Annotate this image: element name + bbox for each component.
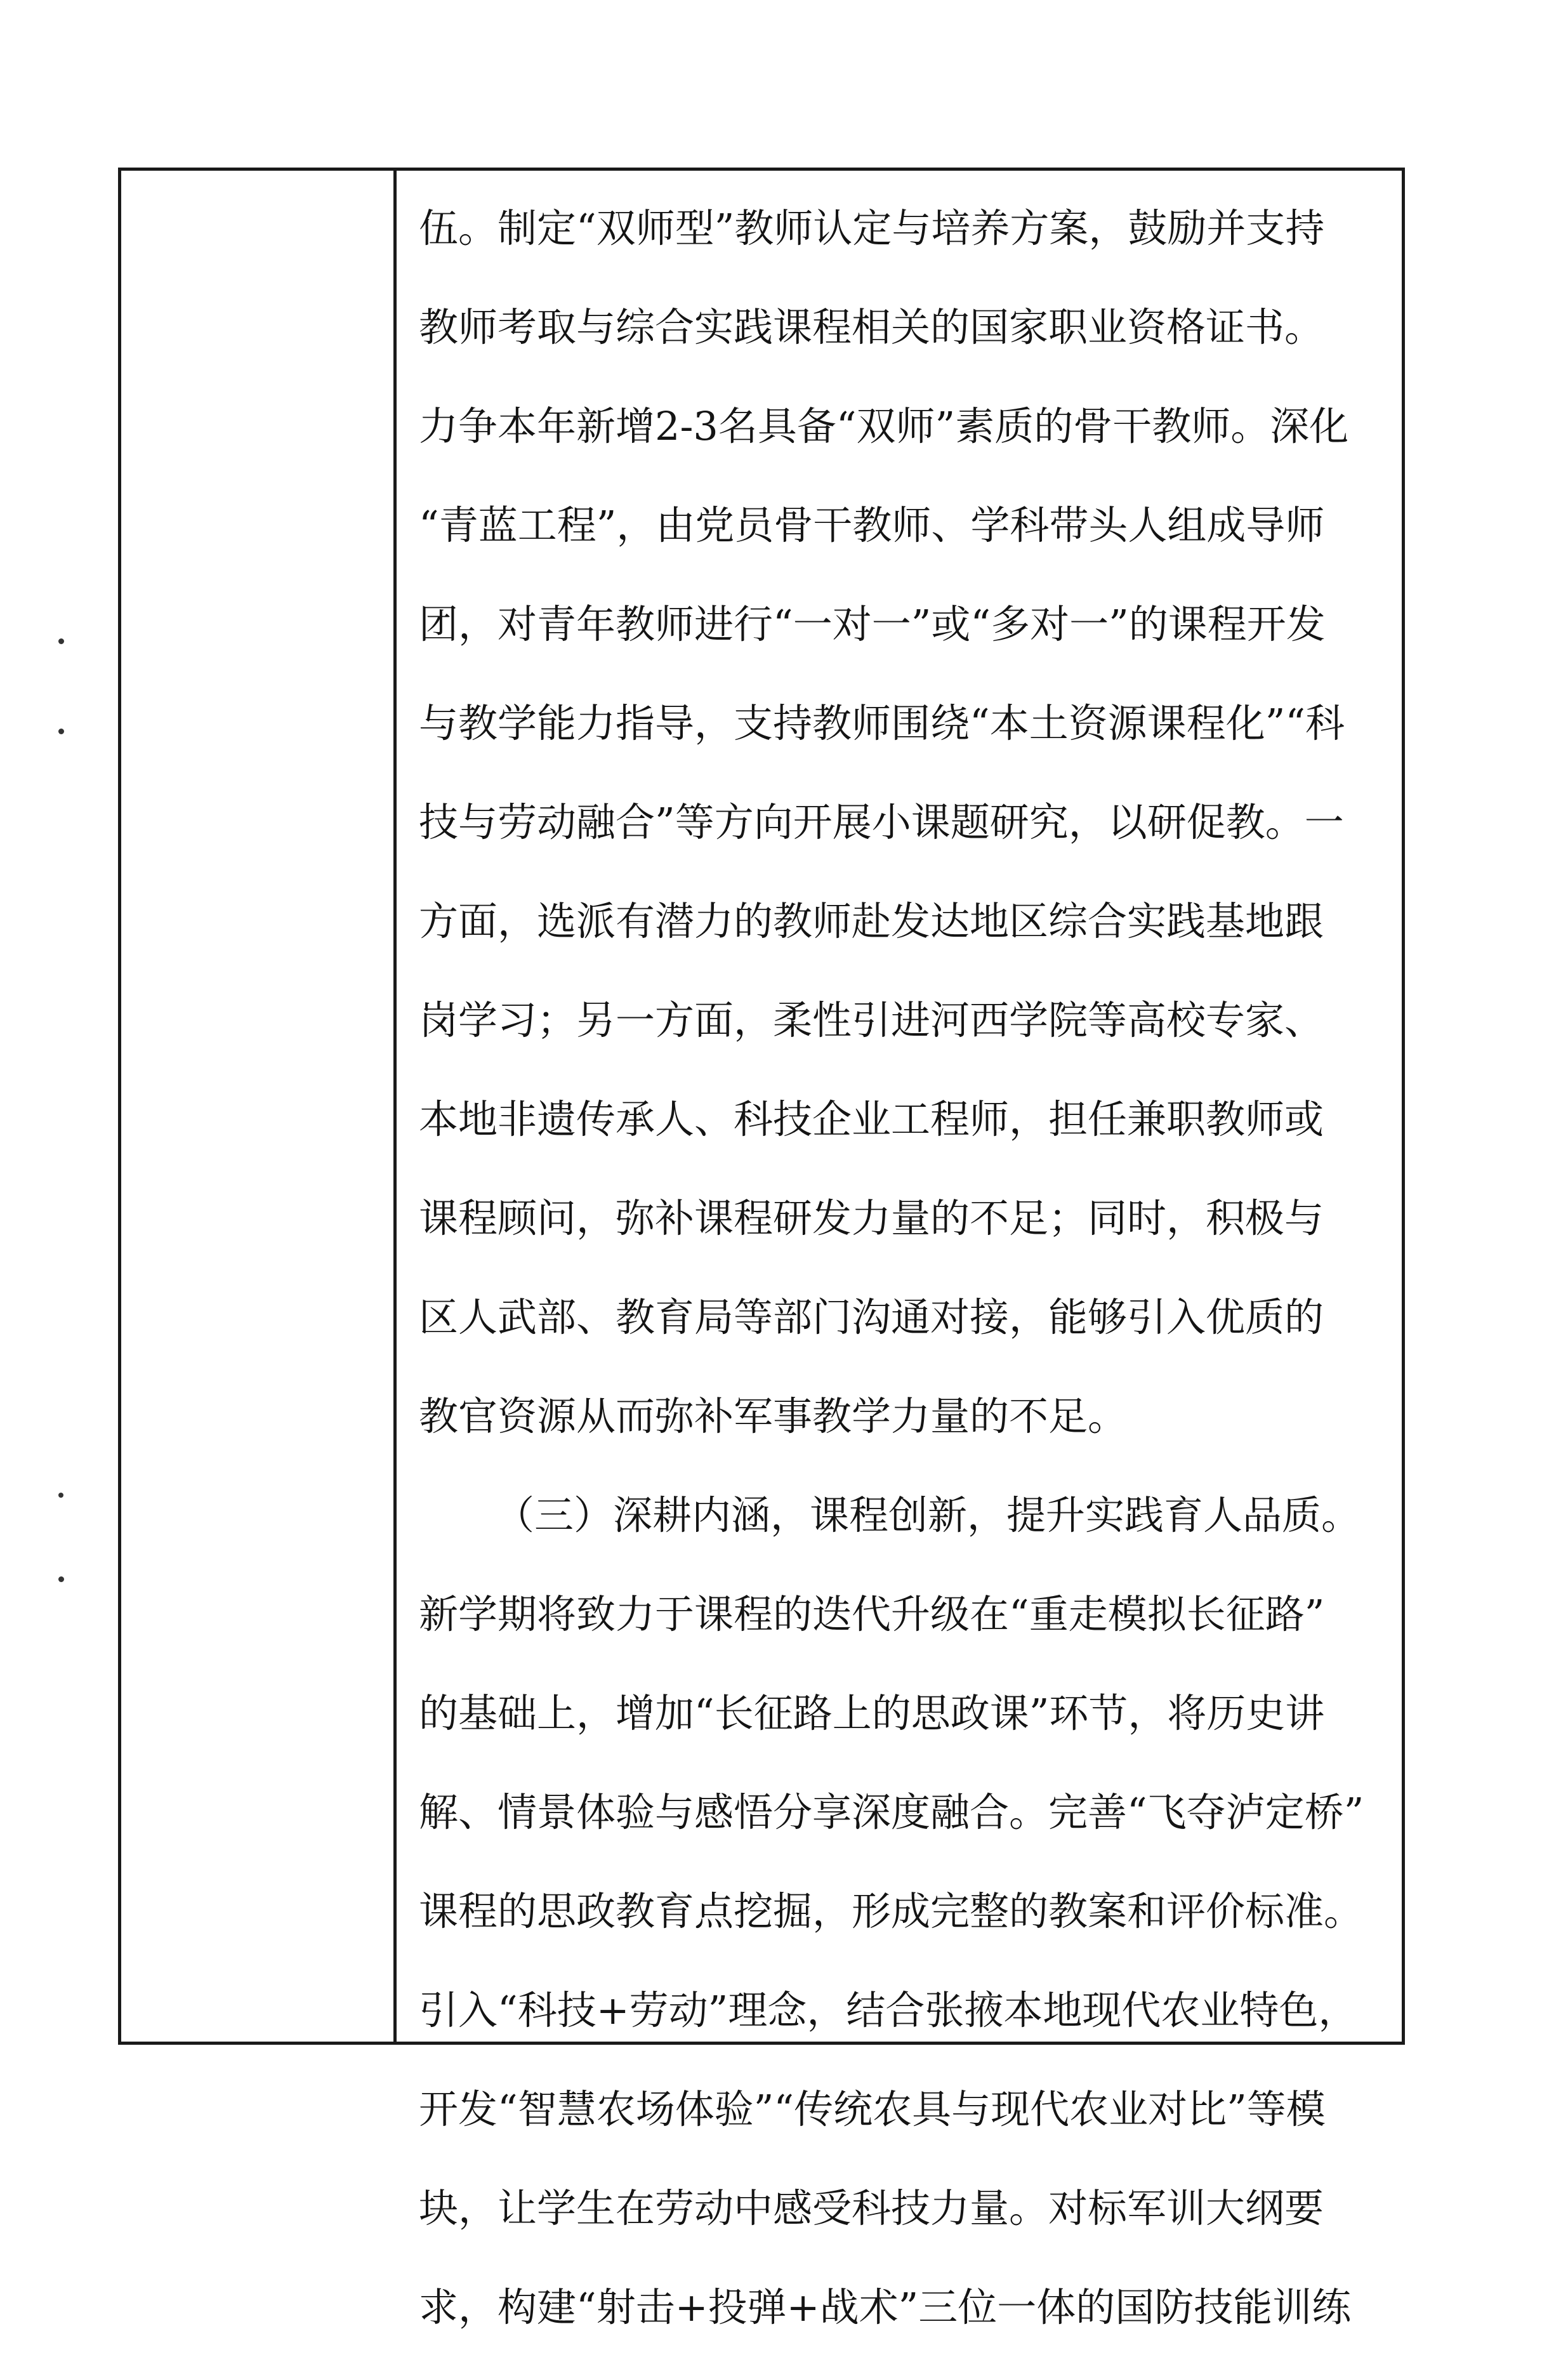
scan-speck xyxy=(58,729,64,734)
scan-speck xyxy=(58,1576,64,1582)
text-line: 课程顾问，弥补课程研发力量的不足；同时，积极与 xyxy=(419,1195,1324,1241)
section-heading: （三）深耕内涵，课程创新，提升实践育人品质。 xyxy=(495,1492,1361,1538)
text-line: 开发“智慧农场体验”“传统农具与现代农业对比”等模 xyxy=(419,2086,1326,2132)
text-line: 教师考取与综合实践课程相关的国家职业资格证书。 xyxy=(419,304,1324,350)
text-line: 本地非遗传承人、科技企业工程师，担任兼职教师或 xyxy=(419,1096,1324,1142)
text-line: “青蓝工程”，由党员骨干教师、学科带头人组成导师 xyxy=(419,502,1325,548)
scan-speck xyxy=(58,638,64,644)
text-line: 区人武部、教育局等部门沟通对接，能够引入优质的 xyxy=(419,1294,1324,1340)
text-line: 团，对青年教师进行“一对一”或“多对一”的课程开发 xyxy=(419,601,1326,647)
text-line: 求，构建“射击+投弹+战术”三位一体的国防技能训练 xyxy=(419,2284,1352,2330)
text-line: 力争本年新增2-3名具备“双师”素质的骨干教师。深化 xyxy=(419,403,1349,449)
text-line: 块，让学生在劳动中感受科技力量。对标军训大纲要 xyxy=(419,2185,1324,2231)
text-line: 技与劳动融合”等方向开展小课题研究，以研促教。一 xyxy=(419,799,1344,845)
text-line: 伍。制定“双师型”教师认定与培养方案，鼓励并支持 xyxy=(419,205,1325,251)
text-line: 教官资源从而弥补军事教学力量的不足。 xyxy=(419,1393,1128,1439)
text-line: 岗学习；另一方面，柔性引进河西学院等高校专家、 xyxy=(419,997,1324,1043)
content-cell xyxy=(419,179,1390,2357)
text-line: 解、情景体验与感悟分享深度融合。完善“飞夺泸定桥” xyxy=(419,1789,1364,1835)
text-line: 方面，选派有潜力的教师赴发达地区综合实践基地跟 xyxy=(419,898,1324,944)
text-line: 引入“科技+劳动”理念，结合张掖本地现代农业特色， xyxy=(419,1987,1358,2033)
text-line: 新学期将致力于课程的迭代升级在“重走模拟长征路” xyxy=(419,1591,1325,1637)
scan-speck xyxy=(58,1493,63,1498)
text-line: 与教学能力指导，支持教师围绕“本土资源课程化”“科 xyxy=(419,700,1345,746)
text-line: 课程的思政教育点挖掘，形成完整的教案和评价标准。 xyxy=(419,1888,1364,1934)
text-line: 的基础上，增加“长征路上的思政课”环节，将历史讲 xyxy=(419,1690,1325,1736)
column-divider xyxy=(393,168,397,2045)
